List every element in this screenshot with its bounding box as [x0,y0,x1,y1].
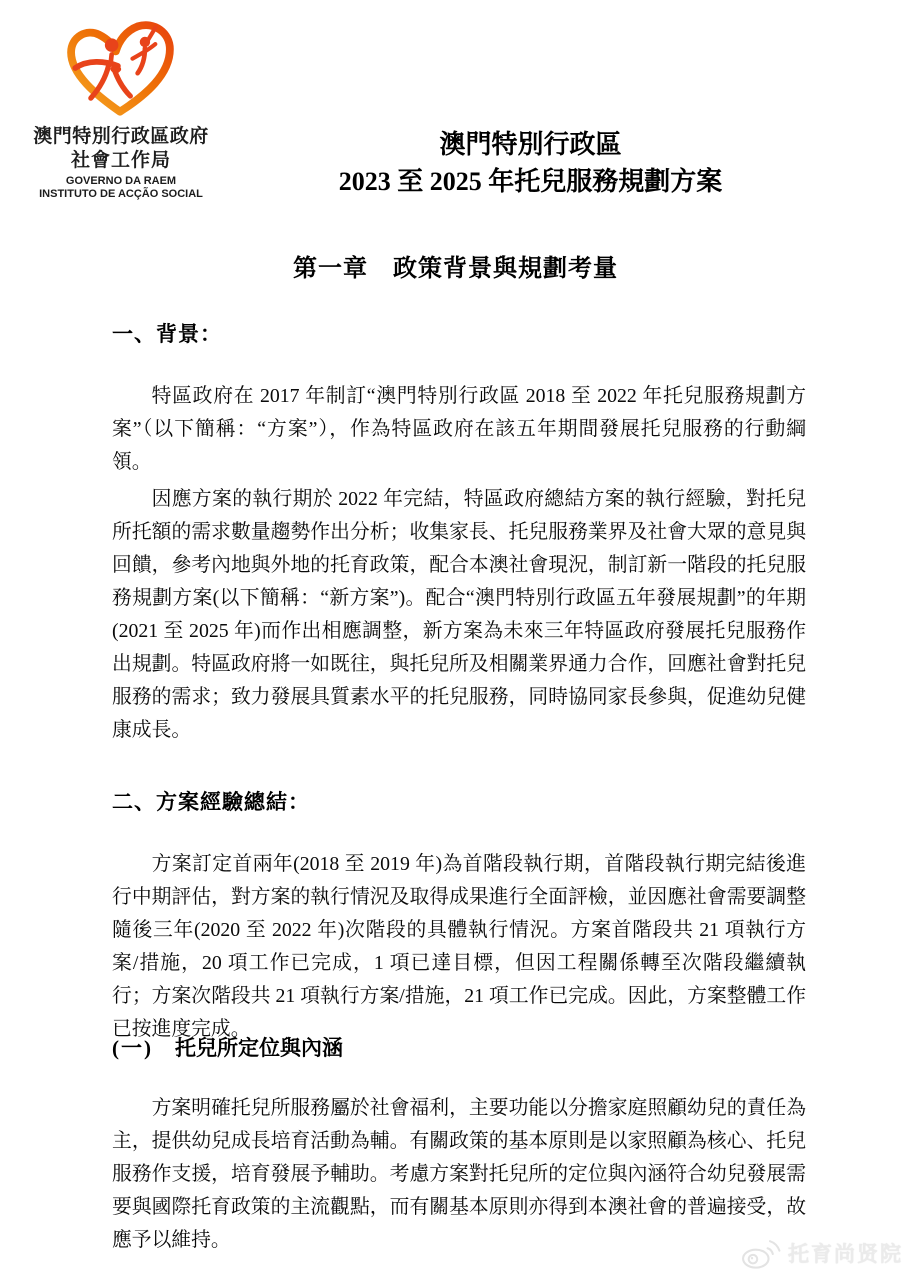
agency-logo-block [26,16,216,201]
section-heading-background: 一、背景： [112,322,222,346]
section-heading-summary: 二、方案經驗總結： [112,790,310,814]
watermark-text: 托育尚贤院 [788,1243,903,1266]
org-name-zh: 澳門特別行政區政府 [33,126,209,147]
paragraph-summary-1: 方案訂定首兩年(2018 至 2019 年)為首階段執行期，首階段執行期完結後進行中期評估，對方案的執行情況及取得成果進行全面評檢，並因應社會需要調整隨後三年(2020 至 2022 年)次階段的具體執行情況。方案首階段共 21 項執行方案/措施，20 項工作已完成，1 項已達目標，但因工程關係轉至次階段繼續執行；方案次階段共 21 項執行方案/措施，21 項工作已完成。因此，方案整體工作已按進度完成。 [112,852,806,1040]
subsection-title: 托兒所定位與內涵 [175,1036,343,1060]
paragraph-positioning-1: 方案明確托兒所服務屬於社會福利，主要功能以分擔家庭照顧幼兒的責任為主，提供幼兒成長培育活動為輔。有關政策的基本原則是以家照顧為核心、托兒服務作支援，培育發展予輔助。考慮方案對托兒所的定位與內涵符合幼兒發展需要與國際托育政策的主流觀點，而有關基本原則亦得到本澳社會的普遍接受，故應予以維持。 [112,1096,806,1251]
org-name-pt: GOVERNO DA RAEM [65,175,177,187]
subsection-marker: (一) [112,1036,153,1060]
watermark [740,1236,903,1270]
subsection-heading-positioning [112,1032,343,1062]
document-title [210,126,851,200]
paragraph-background-2: 因應方案的執行期於 2022 年完結，特區政府總結方案的執行經驗，對托兒所托額的需求數量趨勢作出分析；收集家長、托兒服務業界及社會大眾的意見與回饋，參考內地與外地的托育政策，配合本澳社會現況，制訂新一階段的托兒服務規劃方案(以下簡稱：“新方案”)。配合“澳門特別行政區五年發展規劃”的年期(2021 至 2025 年)而作出相應調整，新方案為未來三年特區政府發展托兒服務作出規劃。特區政府將一如既往，與托兒所及相關業界通力合作，回應社會對托兒服務的需求；致力發展具質素水平的托兒服務，同時協同家長參與，促進幼兒健康成長。 [112,487,806,741]
chapter-heading: 第一章 政策背景與規劃考量 [293,256,618,282]
heart-figures-logo-icon [57,16,185,120]
weibo-icon [740,1236,782,1270]
document-title-line2: 2023 至 2025 年托兒服務規劃方案 [338,167,723,196]
document-title-line1: 澳門特別行政區 [439,130,622,159]
org-dept-zh: 社會工作局 [70,150,171,171]
paragraph-background-1: 特區政府在 2017 年制訂“澳門特別行政區 2018 至 2022 年托兒服務規劃方案”（以下簡稱：“方案”），作為特區政府在該五年期間發展托兒服務的行動綱領。 [112,384,806,473]
org-dept-pt: INSTITUTO DE ACÇÃO SOCIAL [39,188,203,200]
